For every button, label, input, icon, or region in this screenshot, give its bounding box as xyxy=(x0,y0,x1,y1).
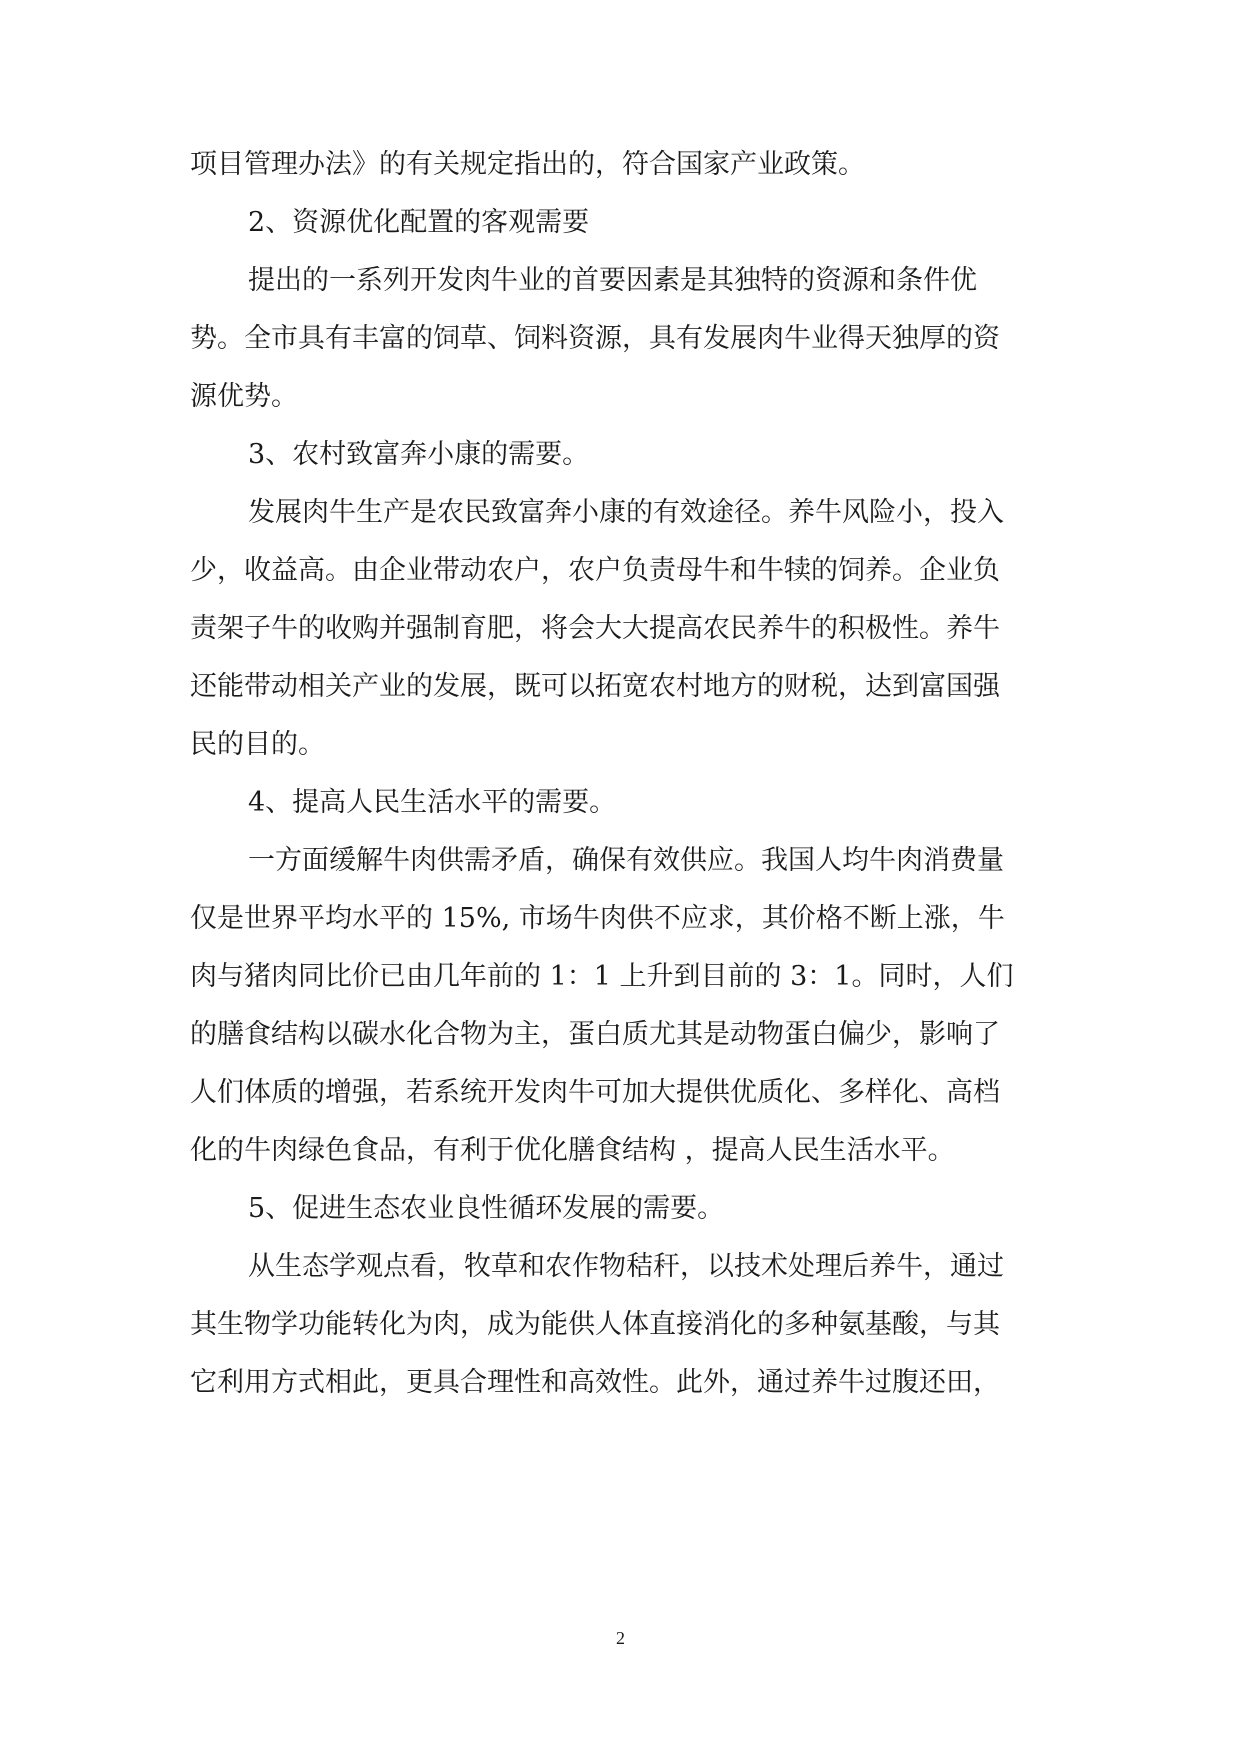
heading-line xyxy=(0,435,1241,475)
line-text: 发展肉牛生产是农民致富奔小康的有效途径。养牛风险小，投入 xyxy=(248,497,1004,528)
line-text: 还能带动相关产业的发展，既可以拓宽农村地方的财税，达到富国强 xyxy=(190,671,1000,702)
line-text: 提出的一系列开发肉牛业的首要因素是其独特的资源和条件优 xyxy=(248,265,977,296)
line-text: 化的牛肉绿色食品，有利于优化膳食结构 ，提高人民生活水平。 xyxy=(190,1135,955,1166)
text-line xyxy=(0,145,1241,185)
text-line xyxy=(0,725,1241,765)
heading-line xyxy=(0,783,1241,823)
section-heading: 3、农村致富奔小康的需要。 xyxy=(248,439,590,470)
line-text: 的膳食结构以碳水化合物为主，蛋白质尤其是动物蛋白偏少，影响了 xyxy=(190,1019,1000,1050)
text-line xyxy=(0,899,1241,939)
text-line xyxy=(0,609,1241,649)
line-text: 它利用方式相此，更具合理性和高效性。此外，通过养牛过腹还田， xyxy=(190,1367,1000,1398)
text-line xyxy=(0,551,1241,591)
section-heading: 4、提高人民生活水平的需要。 xyxy=(248,787,617,818)
line-text: 项目管理办法》的有关规定指出的，符合国家产业政策。 xyxy=(190,149,865,180)
text-line xyxy=(0,1305,1241,1345)
text-line xyxy=(0,1131,1241,1171)
line-text: 责架子牛的收购并强制育肥，将会大大提高农民养牛的积极性。养牛 xyxy=(190,613,1000,644)
line-text: 势。全市具有丰富的饲草、饲料资源，具有发展肉牛业得天独厚的资 xyxy=(190,323,1000,354)
line-text: 源优势。 xyxy=(190,381,298,412)
line-text: 民的目的。 xyxy=(190,729,325,760)
text-line xyxy=(0,1015,1241,1055)
line-text: 其生物学功能转化为肉，成为能供人体直接消化的多种氨基酸，与其 xyxy=(190,1309,1000,1340)
section-heading: 5、促进生态农业良性循环发展的需要。 xyxy=(248,1193,725,1224)
text-line xyxy=(0,1247,1241,1287)
line-text: 人们体质的增强，若系统开发肉牛可加大提供优质化、多样化、高档 xyxy=(190,1077,1000,1108)
text-line xyxy=(0,957,1241,997)
section-heading: 2、资源优化配置的客观需要 xyxy=(248,207,590,238)
text-line xyxy=(0,1363,1241,1403)
text-line xyxy=(0,261,1241,301)
text-line xyxy=(0,377,1241,417)
text-line xyxy=(0,1073,1241,1113)
line-text: 肉与猪肉同比价已由几年前的 1：1 上升到目前的 3：1。同时，人们 xyxy=(190,961,1014,992)
text-line xyxy=(0,841,1241,881)
text-line xyxy=(0,319,1241,359)
text-line xyxy=(0,493,1241,533)
page-number: 2 xyxy=(616,1628,625,1648)
line-text: 少，收益高。由企业带动农户，农户负责母牛和牛犊的饲养。企业负 xyxy=(190,555,1000,586)
heading-line xyxy=(0,1189,1241,1229)
text-line xyxy=(0,667,1241,707)
line-text: 一方面缓解牛肉供需矛盾，确保有效供应。我国人均牛肉消费量 xyxy=(248,845,1004,876)
heading-line xyxy=(0,203,1241,243)
line-text: 仅是世界平均水平的 15%, 市场牛肉供不应求，其价格不断上涨，牛 xyxy=(190,903,1005,934)
line-text: 从生态学观点看，牧草和农作物秸秆，以技术处理后养牛，通过 xyxy=(248,1251,1004,1282)
